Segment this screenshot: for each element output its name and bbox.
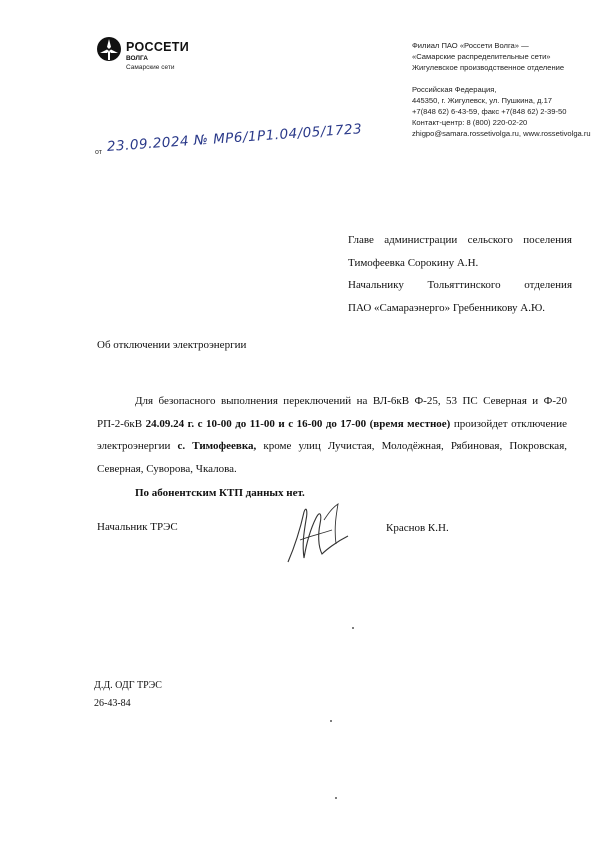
scan-speck bbox=[330, 720, 332, 722]
sender-address-line: 445350, г. Жигулевск, ул. Пушкина, д.17 bbox=[412, 95, 553, 105]
sender-email-web: zhigpo@samara.rossetivolga.ru, www.rossetivolga.ru bbox=[412, 129, 591, 139]
body-paragraph: По абонентским КТП данных нет. bbox=[135, 487, 305, 499]
letter-subject: Об отключении электроэнергии bbox=[97, 339, 247, 351]
registration-handwritten: 23.09.2024 № MP6/1Р1.04/05/1723 bbox=[106, 121, 363, 155]
signatory-name: Краснов К.Н. bbox=[386, 522, 449, 534]
company-logo bbox=[96, 36, 216, 86]
logo-subtitle: Самарские сети bbox=[126, 64, 175, 71]
sender-line: Жигулевское производственное отделение bbox=[412, 63, 565, 73]
body-paragraph: Для безопасного выполнения переключений на ВЛ-6кВ Ф-25, 53 ПС Северная и Ф-20 РП-2-6кВ 24.09.24 г. с 10-00 до 11-00 и с 16-00 до 17-00 (время местное) произойдет отключение электроэнергии с. Тимофеевка, кроме улиц Лучистая, Молодёжная, Рябиновая, Покровская, Северная, Суворова, Чкалова. bbox=[97, 395, 567, 475]
addressee-line: ПАО «Самараэнерго» Гребенникову А.Ю. bbox=[348, 301, 546, 314]
logo-name: РОССЕТИ bbox=[126, 40, 190, 54]
handwritten-signature bbox=[280, 500, 360, 570]
addressee-line: Тимофеевка Сорокину А.Н. bbox=[348, 256, 479, 269]
executor-phone: 26-43-84 bbox=[94, 698, 131, 709]
scan-speck bbox=[335, 797, 337, 799]
sender-line: «Самарские распределительные сети» bbox=[412, 52, 551, 62]
logo-region: ВОЛГА bbox=[126, 55, 148, 62]
registration-prefix: от bbox=[95, 149, 102, 156]
sender-contact-center: Контакт-центр: 8 (800) 220-02-20 bbox=[412, 118, 528, 128]
signatory-role: Начальник ТРЭС bbox=[97, 521, 178, 533]
sender-address-line: Российская Федерация, bbox=[412, 84, 497, 94]
registration-line bbox=[95, 121, 363, 167]
executor-initials: Д.Д. ОДГ ТРЭС bbox=[94, 680, 162, 691]
sender-phone-line: +7(848 62) 6-43-59, факс +7(848 62) 2-39-50 bbox=[412, 107, 567, 117]
sender-line: Филиал ПАО «Россети Волга» — bbox=[412, 41, 529, 50]
scan-speck bbox=[352, 627, 354, 629]
rosseti-emblem-icon bbox=[96, 36, 122, 62]
sender-block bbox=[412, 40, 597, 140]
addressee-line: Главе администрации сельского поселения bbox=[348, 234, 572, 246]
addressee-block bbox=[348, 229, 572, 319]
addressee-line: Начальнику Тольяттинского отделения bbox=[348, 279, 572, 291]
letter-body bbox=[97, 390, 567, 505]
